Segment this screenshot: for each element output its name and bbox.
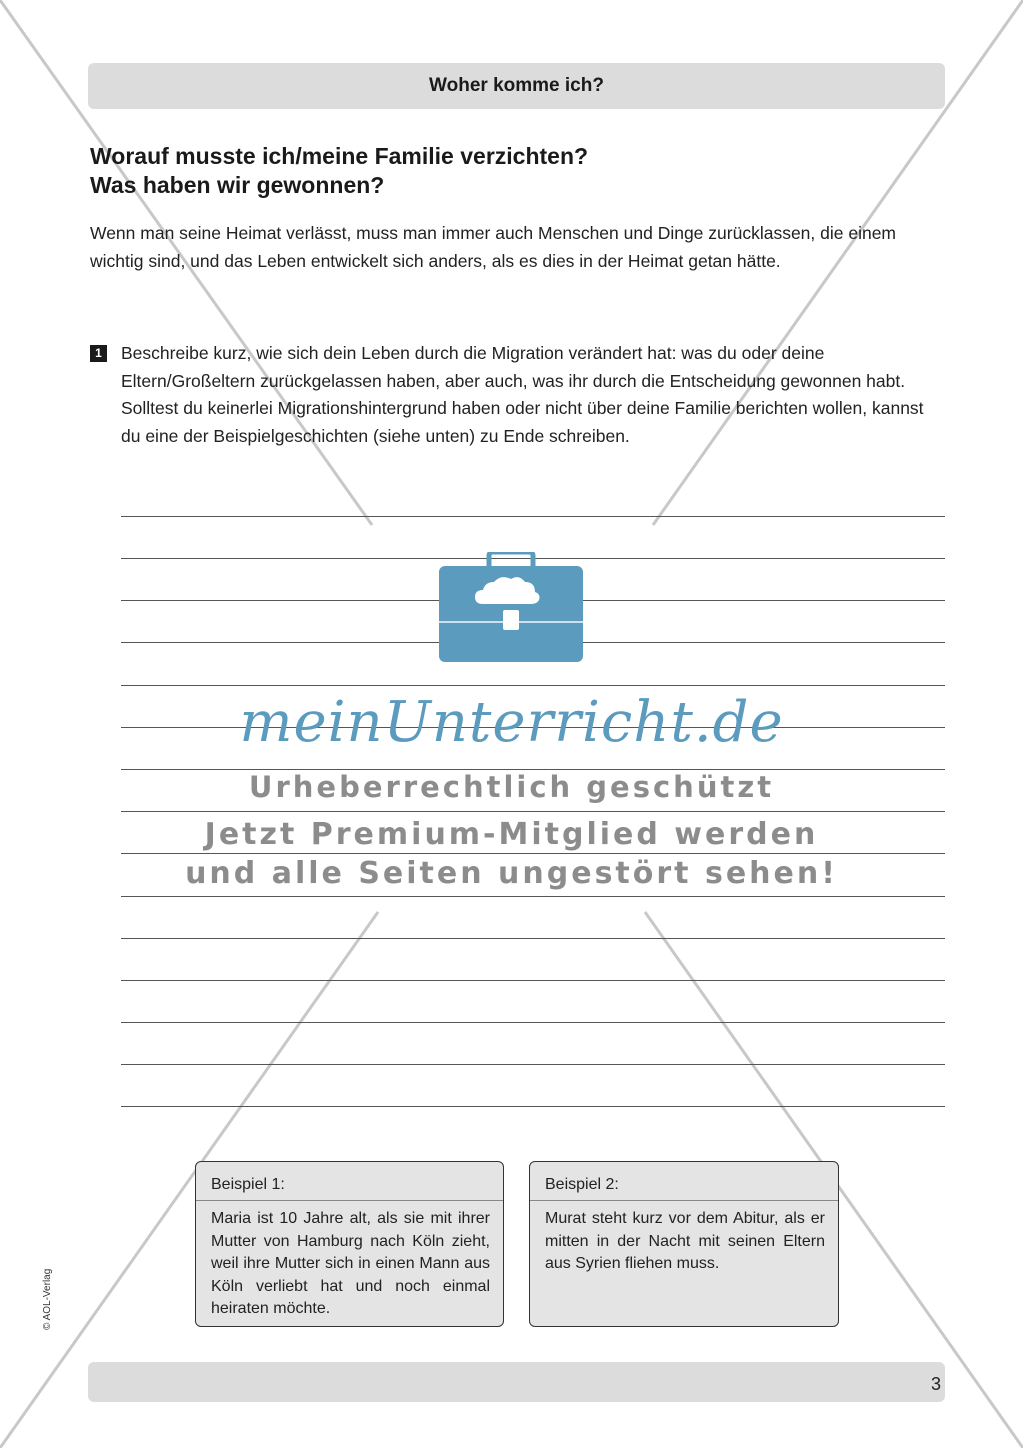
watermark-brand: meinUnterricht.de bbox=[239, 690, 784, 755]
writing-line[interactable] bbox=[121, 853, 945, 854]
watermark-premium-line-2: und alle Seiten ungestört sehen! bbox=[185, 856, 838, 891]
watermark-premium-line-1: Jetzt Premium-Mitglied werden bbox=[204, 817, 819, 852]
writing-line[interactable] bbox=[121, 896, 945, 897]
writing-line[interactable] bbox=[121, 811, 945, 812]
example-title: Beispiel 2: bbox=[545, 1176, 619, 1193]
worksheet-title: Woher komme ich? bbox=[429, 75, 604, 96]
writing-line[interactable] bbox=[121, 980, 945, 981]
heading-line-1: Worauf musste ich/meine Familie verzichten? bbox=[90, 143, 589, 169]
writing-line[interactable] bbox=[121, 516, 945, 517]
intro-paragraph: Wenn man seine Heimat verlässt, muss man immer auch Menschen und Dinge zurücklassen, die einem wichtig sind, und das Leben entwickelt sich anders, als es dies in der Heimat getan hätte. bbox=[90, 223, 897, 271]
writing-line[interactable] bbox=[121, 938, 945, 939]
briefcase-cloud-icon bbox=[437, 552, 585, 664]
heading-line-2: Was haben wir gewonnen? bbox=[90, 172, 385, 198]
copyright-notice: © AOL-Verlag bbox=[42, 1268, 53, 1330]
writing-line[interactable] bbox=[121, 1106, 945, 1107]
writing-line[interactable] bbox=[121, 1022, 945, 1023]
example-text: Murat steht kurz vor dem Abitur, als er mitten in der Nacht mit seinen Eltern aus Syrien fliehen muss. bbox=[545, 1210, 825, 1272]
example-box-1 bbox=[195, 1161, 504, 1327]
writing-line[interactable] bbox=[121, 1064, 945, 1065]
footer-bar bbox=[88, 1362, 945, 1402]
example-box-2 bbox=[529, 1161, 839, 1327]
page-heading bbox=[90, 142, 930, 200]
task-number-badge: 1 bbox=[90, 345, 107, 362]
header-bar bbox=[88, 63, 945, 109]
example-divider bbox=[196, 1200, 503, 1201]
writing-line[interactable] bbox=[121, 685, 945, 686]
page-number: 3 bbox=[930, 1374, 941, 1394]
task-instructions: Beschreibe kurz, wie sich dein Leben durch die Migration verändert hat: was du oder deine Eltern/Großeltern zurückgelassen haben, aber auch, was ihr durch die Entscheidung gewonnen habt. Solltest du keinerlei Migrationshintergrund haben oder nicht über deine Familie berichten wollen, kannst du eine der Beispielgeschichten (siehe unten) zu Ende schreiben. bbox=[121, 343, 924, 446]
example-title: Beispiel 1: bbox=[211, 1176, 285, 1193]
example-text: Maria ist 10 Jahre alt, als sie mit ihrer Mutter von Hamburg nach Köln zieht, weil ihre Mutter sich in einen Mann aus Köln verliebt hat und noch einmal heiraten möchte. bbox=[211, 1210, 490, 1317]
watermark-copyright-notice: Urheberrechtlich geschützt bbox=[248, 770, 775, 804]
example-divider bbox=[530, 1200, 838, 1201]
